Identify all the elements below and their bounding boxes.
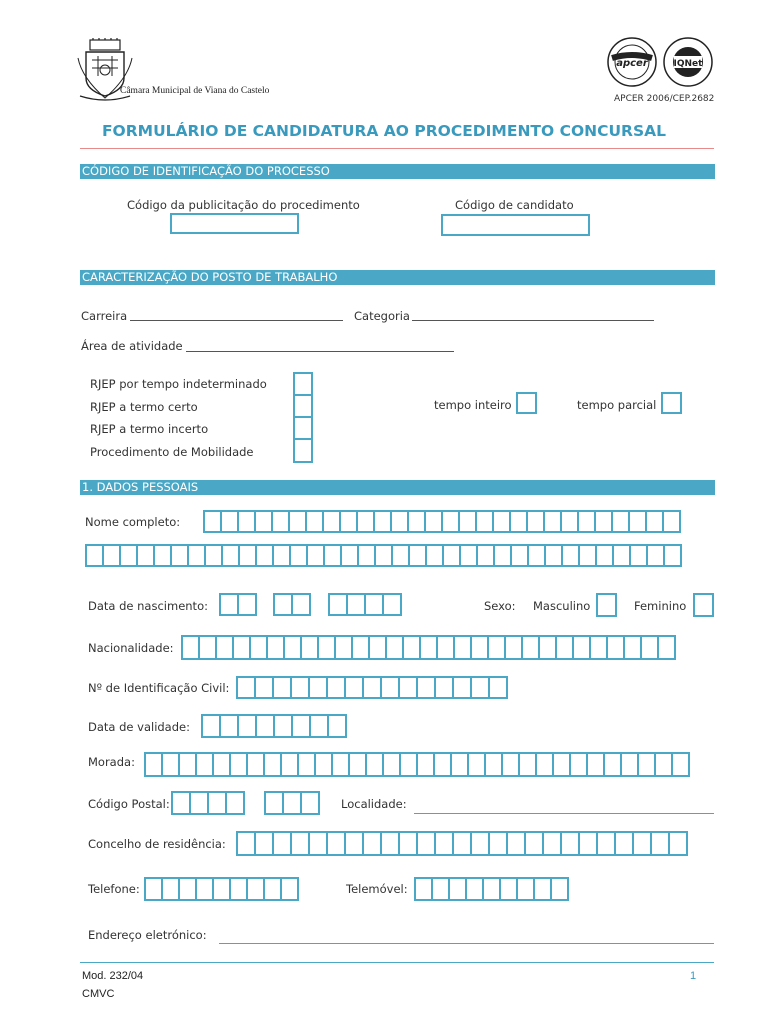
char-cell[interactable] (671, 752, 690, 777)
char-cell[interactable] (614, 831, 634, 856)
char-cell[interactable] (596, 831, 616, 856)
apcer-logo-text: apcer (616, 58, 648, 69)
char-cell[interactable] (254, 831, 274, 856)
part-time-checkbox[interactable] (661, 392, 682, 414)
char-cell[interactable] (272, 676, 292, 699)
char-cell[interactable] (308, 676, 328, 699)
char-cell[interactable] (488, 831, 508, 856)
char-cell[interactable] (578, 831, 598, 856)
category-input-line[interactable] (412, 320, 654, 321)
char-cell[interactable] (452, 831, 472, 856)
certification-code: APCER 2006/CEP.2682 (614, 94, 715, 104)
char-cell[interactable] (657, 635, 676, 660)
nationality-input[interactable] (181, 635, 674, 660)
mobile-input[interactable] (414, 877, 567, 901)
char-cell[interactable] (346, 593, 366, 616)
full-time-label: tempo inteiro (434, 398, 512, 412)
char-cell[interactable] (201, 714, 221, 738)
career-input-line[interactable] (130, 320, 343, 321)
char-cell[interactable] (280, 877, 299, 901)
char-cell[interactable] (255, 714, 275, 738)
char-cell[interactable] (380, 831, 400, 856)
birth-date-label: Data de nascimento: (88, 599, 208, 613)
char-cell[interactable] (326, 676, 346, 699)
municipality-name: Câmara Municipal de Viana do Castelo (120, 86, 270, 96)
phone-input[interactable] (144, 877, 297, 901)
char-cell[interactable] (470, 676, 490, 699)
char-cell[interactable] (328, 593, 348, 616)
char-cell[interactable] (398, 831, 418, 856)
publication-code-label: Código da publicitação do procedimento (127, 198, 360, 212)
footer-org: CMVC (82, 988, 115, 1000)
form-model-number: Mod. 232/04 (82, 970, 144, 982)
char-cell[interactable] (237, 593, 257, 616)
section-personal-heading: 1. DADOS PESSOAIS (80, 480, 715, 495)
birth-month-input[interactable] (273, 593, 309, 616)
postal-code-label: Código Postal: (88, 797, 170, 811)
char-cell[interactable] (362, 676, 382, 699)
email-continuation-line[interactable] (80, 962, 714, 963)
full-time-checkbox[interactable] (516, 392, 537, 414)
char-cell[interactable] (382, 593, 402, 616)
page-title: FORMULÁRIO DE CANDIDATURA AO PROCEDIMENTO CONCURSAL (101, 122, 667, 140)
nationality-label: Nacionalidade: (88, 641, 174, 655)
email-label: Endereço eletrónico: (88, 928, 207, 942)
county-label: Concelho de residência: (88, 837, 226, 851)
female-checkbox[interactable] (693, 593, 714, 617)
male-checkbox[interactable] (596, 593, 617, 617)
char-cell[interactable] (344, 676, 364, 699)
publication-code-input[interactable] (170, 213, 299, 234)
full-name-input-row-1[interactable] (203, 510, 679, 533)
full-name-input-row-2[interactable] (85, 544, 680, 567)
locality-label: Localidade: (341, 797, 407, 811)
char-cell[interactable] (308, 831, 328, 856)
section-process-id-heading: CÓDIGO DE IDENTIFICAÇÃO DO PROCESSO (80, 164, 715, 179)
char-cell[interactable] (362, 831, 382, 856)
char-cell[interactable] (237, 714, 257, 738)
char-cell[interactable] (434, 676, 454, 699)
char-cell[interactable] (452, 676, 472, 699)
address-input[interactable] (144, 752, 688, 777)
char-cell[interactable] (560, 831, 580, 856)
validity-date-input[interactable] (201, 714, 345, 738)
char-cell[interactable] (364, 593, 384, 616)
section-job-heading: CARACTERIZAÇÃO DO POSTO DE TRABALHO (80, 270, 715, 285)
id-number-input[interactable] (236, 676, 506, 699)
candidate-code-input[interactable] (441, 214, 590, 236)
char-cell[interactable] (506, 831, 526, 856)
validity-date-label: Data de validade: (88, 720, 190, 734)
char-cell[interactable] (434, 831, 454, 856)
char-cell[interactable] (254, 676, 274, 699)
postal-code-prefix-input[interactable] (171, 791, 243, 815)
char-cell[interactable] (542, 831, 562, 856)
char-cell[interactable] (282, 791, 302, 815)
char-cell[interactable] (225, 791, 245, 815)
char-cell[interactable] (300, 791, 320, 815)
char-cell[interactable] (632, 831, 652, 856)
char-cell[interactable] (290, 676, 310, 699)
birth-day-input[interactable] (219, 593, 255, 616)
char-cell[interactable] (650, 831, 670, 856)
contract-option-label: RJEP por tempo indeterminado (90, 377, 267, 391)
locality-input-line[interactable] (414, 813, 714, 814)
career-label: Carreira (81, 309, 128, 323)
mobile-label: Telemóvel: (346, 882, 408, 896)
char-cell[interactable] (236, 831, 256, 856)
char-cell[interactable] (470, 831, 490, 856)
char-cell[interactable] (326, 831, 346, 856)
char-cell[interactable] (550, 877, 569, 901)
char-cell[interactable] (273, 714, 293, 738)
category-label: Categoria (354, 309, 410, 323)
char-cell[interactable] (219, 714, 239, 738)
phone-label: Telefone: (88, 882, 140, 896)
full-name-label: Nome completo: (85, 515, 181, 529)
mobility-procedure-checkbox[interactable] (293, 438, 313, 463)
county-input[interactable] (236, 831, 686, 856)
contract-indeterminate-checkbox[interactable] (293, 372, 313, 396)
contract-option-label: RJEP a termo incerto (90, 422, 209, 436)
activity-input-line[interactable] (186, 351, 454, 352)
char-cell[interactable] (524, 831, 544, 856)
sex-label: Sexo: (484, 599, 516, 613)
char-cell[interactable] (219, 593, 239, 616)
birth-year-input[interactable] (328, 593, 400, 616)
male-label: Masculino (533, 599, 591, 613)
email-input-line[interactable] (219, 943, 714, 944)
id-number-label: Nº de Identificação Civil: (88, 681, 230, 695)
contract-option-label: RJEP a termo certo (90, 400, 198, 414)
page-number: 1 (690, 970, 697, 982)
char-cell[interactable] (272, 831, 292, 856)
iqnet-certification-icon (662, 36, 714, 88)
contract-fixed-term-checkbox[interactable] (293, 394, 313, 418)
part-time-label: tempo parcial (577, 398, 657, 412)
char-cell[interactable] (264, 791, 284, 815)
char-cell[interactable] (273, 593, 293, 616)
char-cell[interactable] (488, 676, 508, 699)
candidate-code-label: Código de candidato (455, 198, 574, 212)
address-label: Morada: (88, 755, 135, 769)
char-cell[interactable] (663, 544, 682, 567)
char-cell[interactable] (189, 791, 209, 815)
char-cell[interactable] (291, 593, 311, 616)
iqnet-logo-text: IQNet (673, 59, 703, 69)
char-cell[interactable] (416, 831, 436, 856)
char-cell[interactable] (380, 676, 400, 699)
char-cell[interactable] (416, 676, 436, 699)
title-divider (80, 148, 714, 149)
char-cell[interactable] (309, 714, 329, 738)
contract-option-label: Procedimento de Mobilidade (90, 445, 254, 459)
char-cell[interactable] (344, 831, 364, 856)
char-cell[interactable] (398, 676, 418, 699)
female-label: Feminino (634, 599, 687, 613)
apcer-certification-icon (606, 36, 658, 88)
contract-uncertain-term-checkbox[interactable] (293, 416, 313, 440)
char-cell[interactable] (291, 714, 311, 738)
activity-label: Área de atividade (81, 339, 183, 353)
char-cell[interactable] (290, 831, 310, 856)
char-cell[interactable] (662, 510, 681, 533)
postal-code-suffix-input[interactable] (264, 791, 318, 815)
char-cell[interactable] (236, 676, 256, 699)
char-cell[interactable] (171, 791, 191, 815)
char-cell[interactable] (207, 791, 227, 815)
char-cell[interactable] (668, 831, 688, 856)
char-cell[interactable] (327, 714, 347, 738)
